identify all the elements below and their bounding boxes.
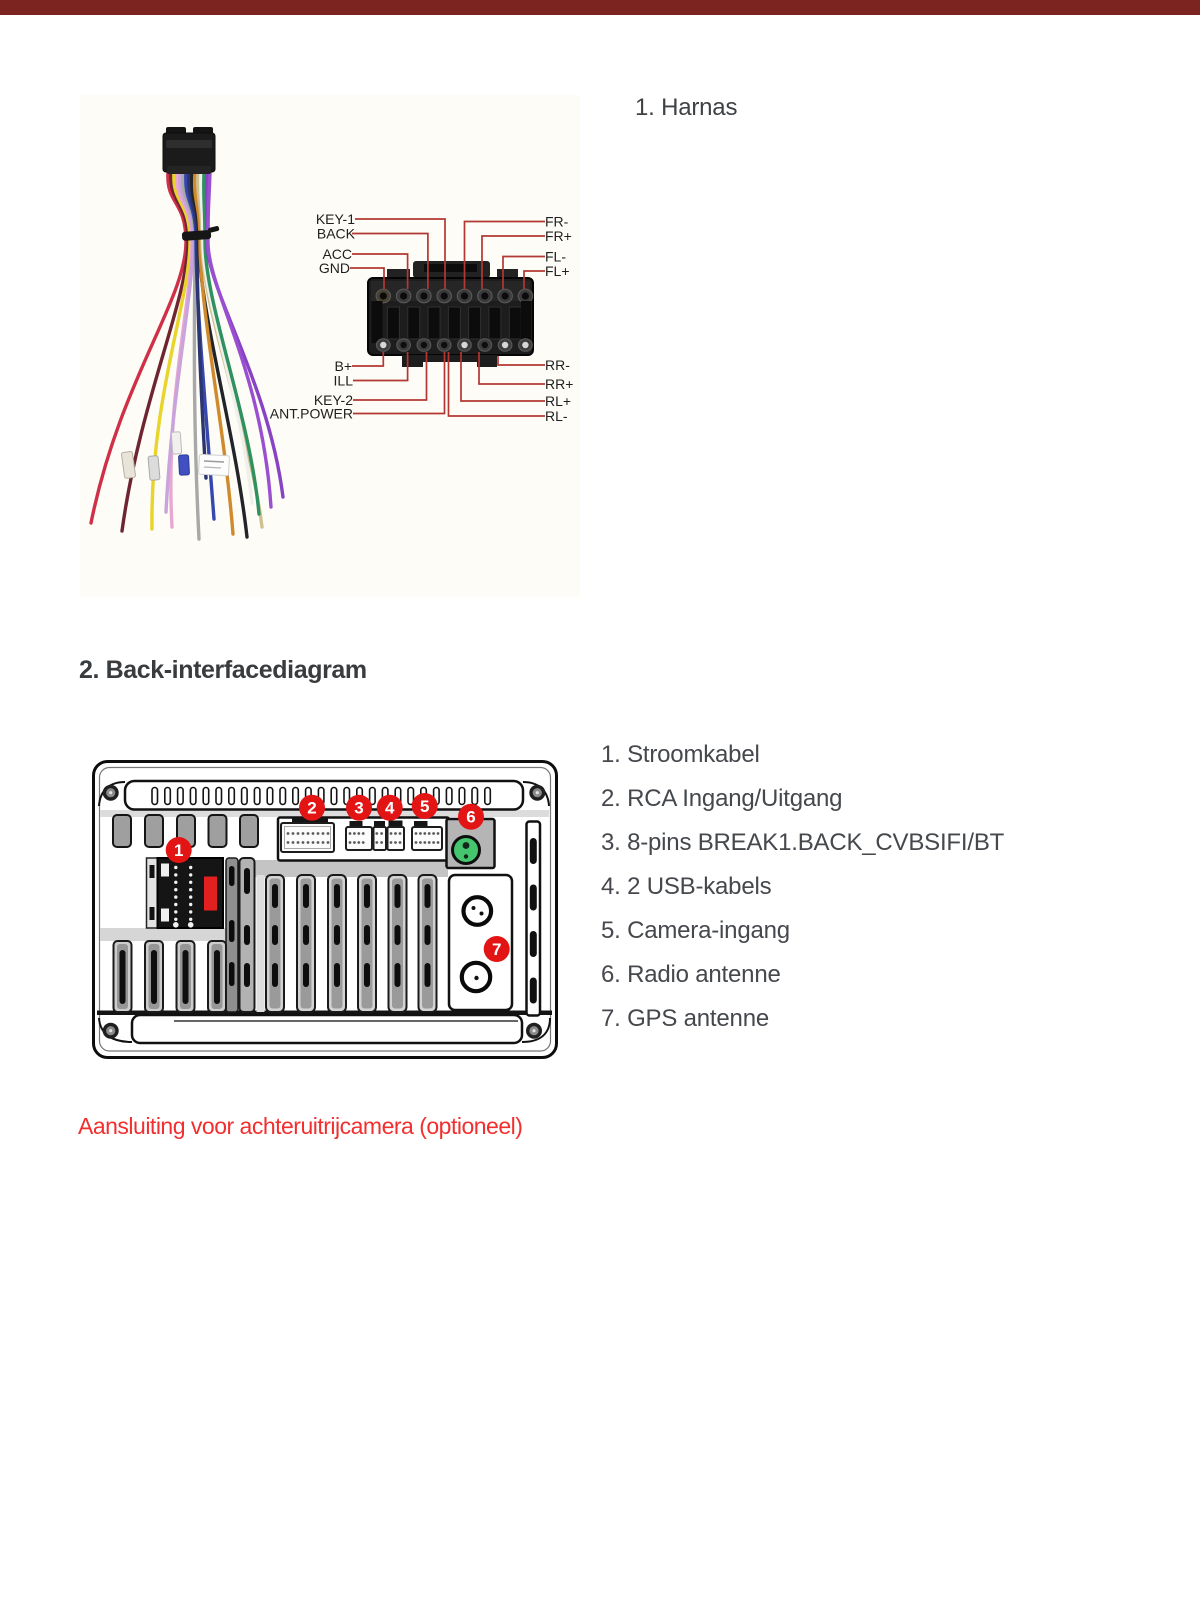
column-slot: [183, 950, 189, 1004]
right-edge-column: [527, 822, 541, 1016]
heatsink-tab: [240, 815, 258, 847]
pin-dot: [390, 841, 393, 844]
pin-dot: [322, 841, 325, 844]
pin-label-antpower: ANT.POWER: [269, 405, 353, 422]
power-connector-block: [147, 858, 224, 928]
legend-list: [601, 733, 1004, 1041]
callout-6-num: 6: [466, 807, 476, 827]
pin-dot: [353, 832, 356, 835]
column-slot: [120, 950, 126, 1004]
vent-rails: [226, 858, 265, 1012]
pin-dot: [307, 841, 310, 844]
legend-item: 6. Radio antenne: [601, 961, 781, 988]
pin-label-gnd: GND: [318, 260, 350, 276]
vent-slot: [190, 788, 196, 805]
column-slot: [425, 925, 431, 945]
pin-hole: [380, 342, 386, 348]
pin-dot: [362, 841, 365, 844]
column-slot: [364, 925, 370, 945]
column-slot: [530, 885, 537, 911]
pin-dot: [375, 841, 378, 844]
pin-dot: [174, 910, 177, 913]
column-slot: [303, 963, 309, 987]
column-slot: [272, 884, 278, 908]
cavity: [509, 307, 521, 339]
column-slot: [364, 884, 370, 908]
pin-dot: [189, 866, 192, 869]
callout-2-num: 2: [307, 798, 317, 818]
bottom-bar: [132, 1015, 522, 1043]
pin-dot: [357, 832, 360, 835]
pin-hole: [421, 342, 427, 348]
pin-dot: [189, 881, 192, 884]
usb-connector-socket: [374, 827, 387, 850]
column-slot: [334, 925, 340, 945]
rail-slot: [244, 925, 250, 945]
column-slot: [272, 925, 278, 945]
pin-dot: [312, 841, 315, 844]
pin-label-ill: ILL: [333, 372, 353, 389]
cavity: [372, 301, 383, 343]
rail-slot: [229, 920, 235, 942]
pin-hole: [380, 292, 387, 299]
pin-label-rr-plus: RR+: [545, 376, 574, 392]
pin-dot: [419, 832, 422, 835]
red-key-insert: [204, 877, 217, 911]
cavity: [387, 307, 399, 339]
pin-hole: [502, 342, 508, 348]
legend-item: 7. GPS antenne: [601, 1005, 769, 1032]
pin-hole: [400, 342, 406, 348]
callout-1-num: 1: [173, 841, 184, 860]
pin-dot: [292, 841, 295, 844]
pin-dot: [399, 832, 402, 835]
callout-3-num: 3: [354, 798, 364, 818]
pin-dot: [437, 832, 440, 835]
vent-slot: [254, 788, 260, 805]
column-slot: [395, 963, 401, 987]
heatsink-tab: [209, 815, 227, 847]
pinout-connector: [368, 261, 533, 367]
vent-slot: [293, 788, 299, 805]
gray-band: [100, 928, 235, 941]
pin-dot: [317, 841, 320, 844]
pin-dot: [189, 910, 192, 913]
pin-label-acc: ACC: [322, 246, 352, 262]
top-accent-bar: [0, 0, 1200, 15]
pin-dot: [423, 841, 426, 844]
back-panel-diagram: [90, 756, 562, 1062]
cavity: [469, 307, 481, 339]
pin-dot: [432, 832, 435, 835]
cavity: [408, 307, 420, 339]
column-slot: [425, 963, 431, 987]
pin-label-key2: KEY-2: [313, 392, 353, 408]
pin-dot: [349, 832, 352, 835]
pin-hole: [502, 292, 509, 299]
pin-dot: [312, 832, 315, 835]
pin-label-fl-minus: FL-: [545, 248, 566, 265]
screw-dot: [532, 1029, 535, 1032]
harness-diagram: [80, 92, 620, 612]
screw-dot: [536, 791, 539, 794]
pin-dot: [189, 903, 192, 906]
pin-dot: [174, 895, 177, 898]
rca-jack: [464, 897, 492, 925]
pin-dot: [322, 832, 325, 835]
pin-dot: [188, 922, 194, 928]
column-slot: [425, 884, 431, 908]
column-slot: [303, 884, 309, 908]
pin-dot: [189, 873, 192, 876]
vent-slot: [267, 788, 273, 805]
pin-label-back: BACK: [316, 225, 355, 242]
rail: [257, 875, 265, 1012]
pin-dot: [380, 832, 383, 835]
pin-dot: [357, 841, 360, 844]
pin-dot: [394, 841, 397, 844]
pin-dot: [174, 888, 177, 891]
pin-label-bplus: B+: [334, 358, 352, 374]
pin-dot: [428, 841, 431, 844]
vent-slot: [242, 788, 248, 805]
pin-dot: [173, 922, 179, 928]
usb-connector-socket: [388, 827, 405, 850]
pin-dot: [189, 895, 192, 898]
cavity: [448, 307, 460, 339]
rail-slot: [229, 962, 235, 986]
power-connector-socket: [281, 823, 334, 852]
pin-dot: [302, 832, 305, 835]
legend-item: 5. Camera-ingang: [601, 917, 790, 944]
cavity: [521, 301, 531, 343]
pin-hole: [481, 292, 488, 299]
callout-5-num: 5: [419, 797, 430, 816]
pin-label-rr-minus: RR-: [545, 357, 570, 373]
vent-slot: [485, 788, 491, 805]
pin-label-key1: KEY-1: [315, 211, 355, 227]
pin-hole: [400, 292, 407, 299]
pin-label-rl-plus: RL+: [545, 393, 572, 409]
pin-dot: [287, 832, 290, 835]
pin-dot: [327, 841, 330, 844]
column-slot: [334, 963, 340, 987]
column-slot: [151, 950, 157, 1004]
vent-slot: [229, 788, 235, 805]
pin-dot: [419, 841, 422, 844]
legend-item: 2. RCA Ingang/Uitgang: [601, 785, 843, 812]
pin-hole: [441, 342, 447, 348]
heatsink-tab: [113, 815, 131, 847]
harness-caption: 1. Harnas: [635, 94, 738, 121]
pin-hole: [461, 292, 468, 299]
pin-dot: [302, 841, 305, 844]
pin-dot: [307, 832, 310, 835]
cavity: [489, 307, 501, 339]
legend-item: 4. 2 USB-kabels: [601, 873, 772, 900]
vent-slot: [280, 788, 286, 805]
legend-item: 1. Stroomkabel: [601, 741, 760, 768]
pin-dot: [287, 841, 290, 844]
vent-slot: [216, 788, 222, 805]
rail-slot: [244, 868, 250, 894]
column-slot: [395, 884, 401, 908]
camera-connector-socket: [412, 827, 442, 850]
pin-dot: [415, 832, 418, 835]
pin-dot: [437, 841, 440, 844]
pin-label-rl-minus: RL-: [545, 408, 568, 424]
vent-slot: [331, 788, 337, 805]
pin-dot: [174, 866, 177, 869]
pin-dot: [174, 903, 177, 906]
column-slot: [530, 931, 537, 957]
pin-hole: [522, 342, 528, 348]
pin-label-fr-plus: FR+: [545, 228, 572, 244]
column-slot: [303, 925, 309, 945]
pin-hole: [522, 292, 529, 299]
rail-slot: [244, 963, 250, 987]
pin-dot: [423, 832, 426, 835]
vent-slot: [203, 788, 209, 805]
pin-dot: [174, 881, 177, 884]
pin-dot: [362, 832, 365, 835]
pin-hole: [420, 292, 427, 299]
column-slot: [272, 963, 278, 987]
pin-dot: [189, 918, 192, 921]
screw-dot: [109, 1029, 112, 1032]
rail-slot: [229, 866, 235, 886]
vent-slot: [459, 788, 465, 805]
section-heading: 2. Back-interfacediagram: [79, 656, 367, 684]
pin-hole: [482, 342, 488, 348]
pin-dot: [292, 832, 295, 835]
pin-dot: [432, 841, 435, 844]
pin-dot: [375, 832, 378, 835]
pin-dot: [349, 841, 352, 844]
pin-dot: [297, 841, 300, 844]
column-slot: [214, 950, 220, 1004]
vent-slot: [472, 788, 478, 805]
column-slot: [364, 963, 370, 987]
column-slot: [395, 925, 401, 945]
pin-hole: [461, 342, 467, 348]
cavity: [428, 307, 440, 339]
camera-note: Aansluiting voor achteruitrijcamera (optioneel): [78, 1113, 523, 1139]
pin-dot: [428, 832, 431, 835]
callout-7-num: 7: [491, 940, 502, 959]
callout-4-num: 4: [384, 798, 395, 818]
pin-dot: [174, 918, 177, 921]
break-connector-socket: [346, 827, 372, 850]
pin-dot: [380, 841, 383, 844]
pin-dot: [297, 832, 300, 835]
pin-dot: [390, 832, 393, 835]
vent-slot: [152, 788, 158, 805]
column-slot: [530, 838, 537, 864]
column-slot: [334, 884, 340, 908]
screw-dot: [109, 791, 112, 794]
pin-label-fr-minus: FR-: [545, 213, 569, 230]
pin-label-fl-plus: FL+: [545, 263, 570, 279]
harness-connector: [163, 127, 215, 174]
pin-dot: [415, 841, 418, 844]
pin-dot: [317, 832, 320, 835]
pin-dot: [327, 832, 330, 835]
pin-dot: [189, 888, 192, 891]
pin-dot: [353, 841, 356, 844]
vent-slot: [165, 788, 171, 805]
column-slot: [530, 978, 537, 1004]
pin-hole: [441, 292, 448, 299]
pin-dot: [399, 841, 402, 844]
connector-panel: [278, 818, 449, 861]
vent-slot: [178, 788, 184, 805]
legend-item: 3. 8-pins BREAK1.BACK_CVBSIFI/BT: [601, 829, 1005, 856]
vent-slot: [446, 788, 452, 805]
pin-dot: [394, 832, 397, 835]
pin-dot: [174, 873, 177, 876]
heatsink-tab: [145, 815, 163, 847]
